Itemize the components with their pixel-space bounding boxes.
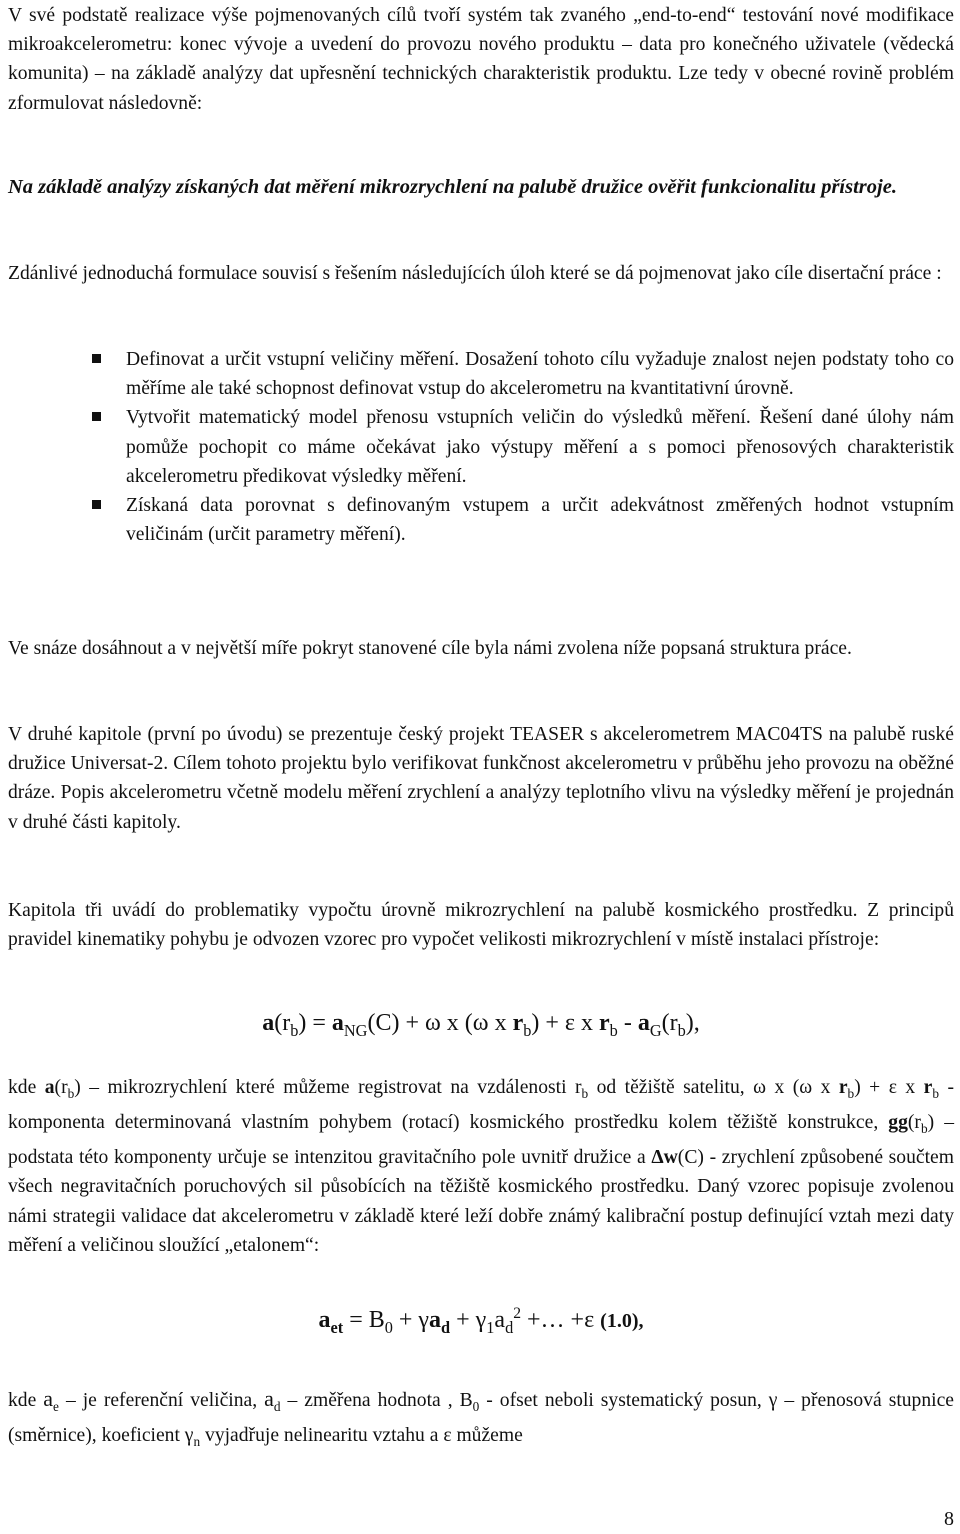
calibration-equation: $a_{et} = B_0 + \gamma a_d + \gamma_1a_d^2$ +… +ε (1.0), [318, 1305, 644, 1337]
square-bullet-icon [92, 412, 101, 421]
thesis-statement: Na základě analýzy získaných dat měření mikrozrychlení na palubě družice ověřit funkcionalitu přístroje. [8, 176, 897, 198]
goals-intro-paragraph: Zdánlivé jednoduchá formulace souvisí s řešením následujících úloh které se dá pojmenovat jako cíle disertační práce : [8, 263, 942, 284]
variables-definition-paragraph: kde $a_e$ – je referenční veličina, $a_d$ – změřena hodnota , $B_0$ - ofset neboli systematický posun, γ – přenosová stupnice (směrnice), koeficient $\gamma_n$ vyjadřuje nelinearitu vztahu a ε můžeme [8, 1386, 954, 1450]
equation-explanation-paragraph: kde $a(r_b)$ – mikrozrychlení které můžeme registrovat na vzdálenosti $r_b$ od těžiště satelitu, ω x (ω x $r_b) + \varepsilon$ x $r_b$ - komponenta determinovaná vlastním pohybem (rotací) kosmického prostředku kolem těžiště konstrukce, $gg(r_b)$ – podstata této komponenty určuje se intenzitou gravitačního pole uvnitř družice a Δw(C) - zrychlení způsobené součtem všech negravitačních poruchových sil působících na těžiště kosmického prostředku. Daný vzorec popisuje zvolenou námi strategii validace dat akcelerometru v základě které leží dobře známý kalibrační postup definující vztah mezi daty měření a veličinou sloužící „etalonem“: [8, 1077, 954, 1256]
chapter-three-paragraph: Kapitola tři uvádí do problematiky vypočtu úrovně mikrozrychlení na palubě kosmického prostředku. Z principů pravidel kinematiky pohybu je odvozen vzorec pro vypočet velikosti mikrozrychlení v místě instalaci přístroje: [8, 900, 954, 951]
intro-paragraph: V své podstatě realizace výše pojmenovaných cílů tvoří systém tak zvaného „end-to-end“ testování nové modifikace mikroakcelerometru: konec vývoje a uvedení do provozu nového produktu – data pro konečného uživatele (vědecká komunita) – na základě analýzy dat upřesnění technických charakteristik produktu. Lze tedy v obecné rovině problém zformulovat následovně: [8, 5, 954, 114]
square-bullet-icon [92, 500, 101, 509]
page-number: 8 [944, 1508, 954, 1530]
goal-item: Vytvořit matematický model přenosu vstupních veličin do výsledků měření. Řešení dané úlohy nám pomůže pochopit co máme očekávat jako výstupy měření a s pomoci přenosových charakteristik akcelerometru předikovat výsledky měření. [126, 403, 954, 491]
acceleration-equation: $a(r_b) = a_{NG}(C) + \omega$ x (ω x $r_b) + \varepsilon$ x $r_b - a_G(r_b)$, [262, 1010, 700, 1040]
square-bullet-icon [92, 354, 101, 363]
goal-item: Získaná data porovnat s definovaným vstupem a určit adekvátnost změřených hodnot vstupním veličinám (určit parametry měření). [126, 491, 954, 549]
goals-list [126, 345, 954, 549]
structure-paragraph: Ve snáze dosáhnout a v největší míře pokryt stanovené cíle byla námi zvolena níže popsaná struktura práce. [8, 638, 852, 659]
goal-item: Definovat a určit vstupní veličiny měření. Dosažení tohoto cílu vyžaduje znalost nejen podstaty toho co měříme ale také schopnost definovat vstup do akcelerometru na kvantitativní úrovně. [126, 345, 954, 403]
chapter-two-paragraph: V druhé kapitole (první po úvodu) se prezentuje český projekt TEASER s akcelerometrem MAC04TS na palubě ruské družice Universat-2. Cílem tohoto projektu bylo verifikovat funkčnost akcelerometru v průběhu jeho provozu na oběžné dráze. Popis akcelerometru včetně modelu měření zrychlení a analýzy teplotního vlivu na výsledky měření je projednán v druhé části kapitoly. [8, 724, 954, 833]
